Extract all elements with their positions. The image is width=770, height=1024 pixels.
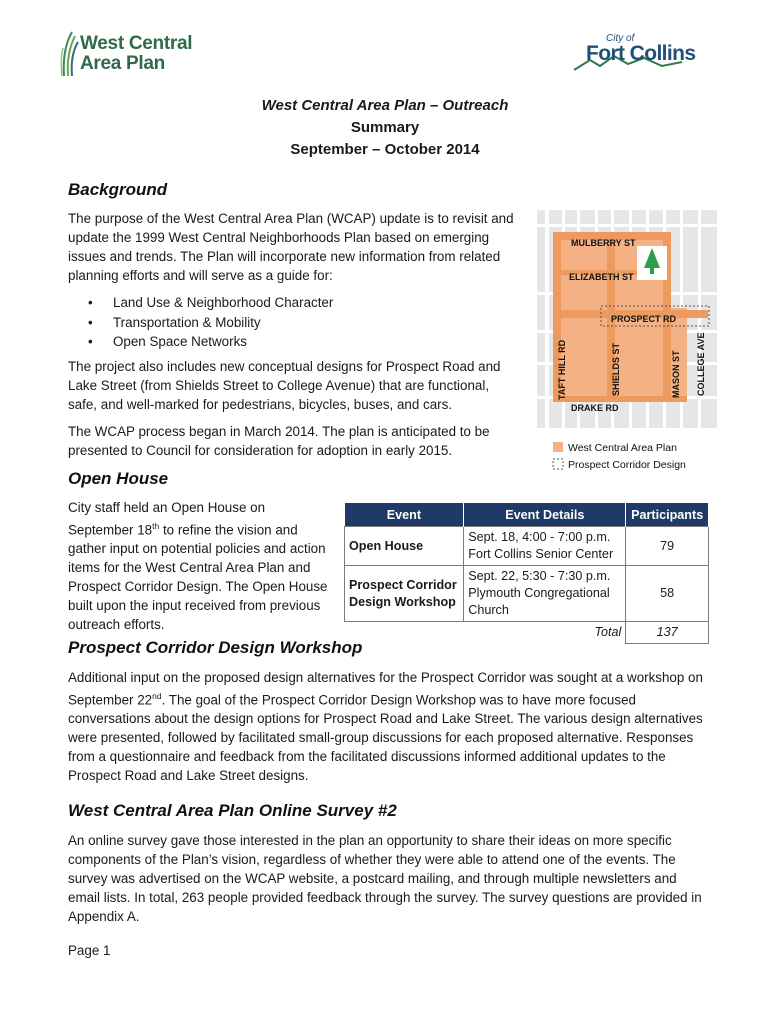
survey-para-text: An online survey gave those interested in the plan an opportunity to share their ideas on more specific components of the Plan’s vision, regardless of whether they were able to attend one of the events. The survey was advertised on the WCAP website, a postcard mailing, and through multiple newsletters and email lists. In total, 263 people provided feedback through the survey. The survey questions are provided in Appendix A. [68,833,702,924]
background-para-1-text: The purpose of the West Central Area Plan (WCAP) update is to revisit and update the 1999 West Central Neighborhoods Plan based on emerging issues and trends. The Plan will incorporate new information from related planning efforts and will serve as a guide for: [68,211,514,283]
total-label: Total [464,622,626,644]
background-para-1 [68,209,530,285]
open-house-para [68,498,330,634]
event-name-line1: Prospect Corridor [349,577,457,592]
list-item: • Land Use & Neighborhood Character [68,293,508,313]
fort-collins-logo [570,30,696,78]
total-value: 137 [626,622,709,644]
event-participants: 58 [626,566,709,622]
street-label-college: COLLEGE AVE [696,332,706,396]
col-header-participants: Participants [626,503,709,527]
survey-heading: West Central Area Plan Online Survey #2 [68,801,397,820]
table-row [345,527,709,566]
doc-date-range: September – October 2014 [290,141,480,158]
col-header-event: Event [345,503,464,527]
table-header-row [345,503,709,527]
logo-city-of: City of [606,33,635,44]
legend-label-plan: West Central Area Plan [568,442,677,454]
survey-para [68,831,708,926]
event-details [464,527,626,566]
background-para-2-text: The project also includes new conceptual designs for Prospect Road and Lake Street (from Shields Street to College Avenue) that are functional, safe, and well-marked for pedestrians, bicycles, buses, and cars. [68,359,501,412]
logo-text-line2: Area Plan [80,53,165,74]
doc-subtitle: Summary [350,119,420,136]
event-time: Sept. 22, 5:30 - 7:30 p.m. [468,569,611,583]
event-name-line2: Design Workshop [349,594,456,609]
street-label-elizabeth: ELIZABETH ST [569,272,634,282]
event-location: Fort Collins Senior Center [468,547,614,561]
background-heading: Background [68,180,168,199]
event-time: Sept. 18, 4:00 - 7:00 p.m. [468,530,611,544]
wcap-logo [60,30,200,78]
open-house-text-2: to refine the vision and gather input on potential policies and action items for the West Central Area Plan and Prospect Corridor Design. The Open House built upon the input received from previous outreach efforts. [68,522,328,633]
doc-title: West Central Area Plan – Outreach [261,97,509,114]
street-label-mulberry: MULBERRY ST [571,238,636,248]
street-label-drake: DRAKE RD [571,403,619,413]
workshop-text-1: Additional input on the proposed design alternatives for the Prospect Corridor was sought at a workshop on September 22 [68,670,703,708]
open-house-heading: Open House [68,469,169,488]
focus-list [68,293,508,352]
legend-swatch-plan [553,442,563,452]
study-area-map [537,210,717,476]
workshop-sup: nd [152,691,162,701]
table-row [345,566,709,622]
open-house-text-1: City staff held an Open House on September 18 [68,500,266,538]
event-name: Open House [345,527,464,566]
list-item: • Open Space Networks [68,332,508,352]
logo-fort-collins: Fort Collins [586,42,696,65]
event-name [345,566,464,622]
page-number: Page 1 [68,943,111,958]
event-details [464,566,626,622]
event-participants: 79 [626,527,709,566]
open-house-sup: th [152,521,160,531]
logo-text-line1: West Central [80,33,193,54]
col-header-details: Event Details [464,503,626,527]
street-label-mason: MASON ST [671,350,681,398]
events-table [344,503,709,644]
workshop-para [68,668,708,785]
street-label-prospect: PROSPECT RD [611,314,677,324]
street-label-shields: SHIELDS ST [611,342,621,396]
table-total-row [345,622,709,644]
grass-logo-icon [60,30,80,78]
background-para-3-text: The WCAP process began in March 2014. The plan is anticipated to be presented to Council for consideration for adoption in early 2015. [68,424,490,458]
background-para-3 [68,422,508,460]
workshop-text-2: . The goal of the Prospect Corridor Design Workshop was to have more focused conversations about the design options for Prospect Road and Lake Street. The various design alternatives were presented, followed by facilitated small-group discussions for each proposed alternative. Responses from a questionnaire and feedback from the facilitated discussions informed additional updates to the Prospect Road and Lake Street designs. [68,692,703,784]
legend-label-prospect: Prospect Corridor Design [568,459,686,471]
background-para-2 [68,357,520,414]
event-location-cont: Church [468,603,509,617]
street-label-taft-hill: TAFT HILL RD [557,339,567,400]
workshop-heading: Prospect Corridor Design Workshop [68,638,363,657]
event-location: Plymouth Congregational [468,586,610,600]
list-item: • Transportation & Mobility [68,313,508,333]
